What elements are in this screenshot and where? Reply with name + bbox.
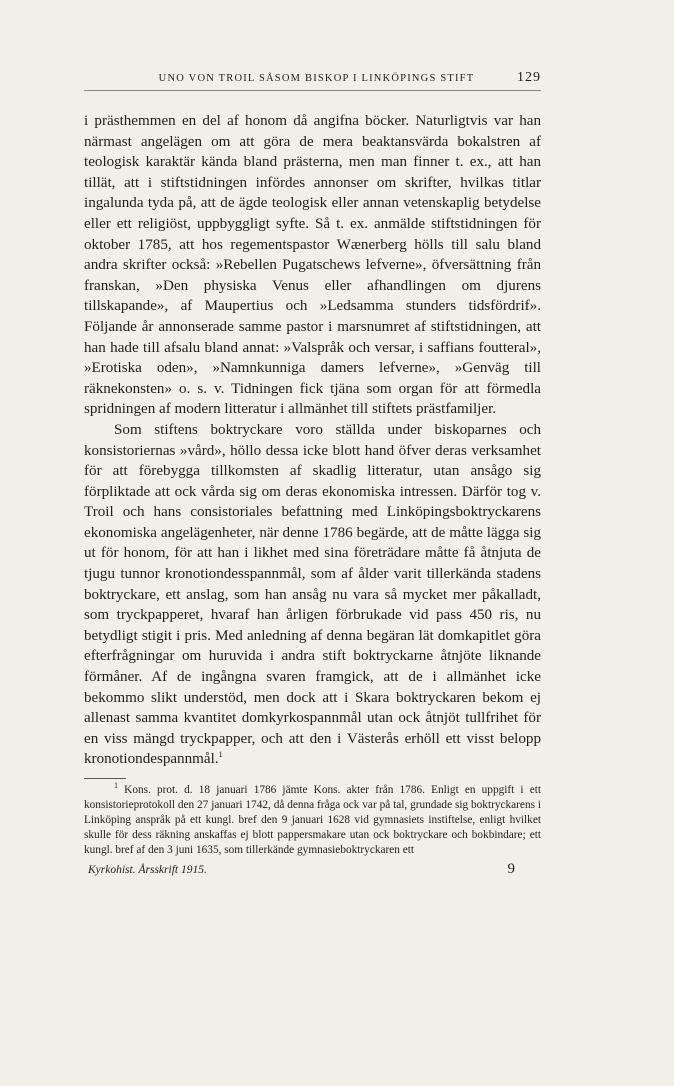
footnote-divider [84,778,126,779]
sheet-number: 9 [507,861,515,878]
page-number: 129 [517,70,541,85]
page-footer [84,861,541,878]
paragraph: i prästhemmen en del af honom då angifna böcker. Naturligtvis var han närmast angelägen om att göra de mera beaktansvärda bokalstren af teologisk karaktär kända bland prästerna, men man finner t. ex., att han tillät, att i stiftstidningen infördes annonser om skrifter, hvilkas titlar ingalunda tyda på, att de ägde teologisk eller annan vetenskaplig betydelse eller ett religiöst, uppbyggligt syfte. Så t. ex. anmälde stiftstidningen för oktober 1785, att hos regementspastor Wænerberg hölls till salu bland andra skrifter också: »Rebellen Pugatschews lefverne», öfversättning från franskan, »Den physiska Venus eller afhandlingen om djurens tillskapande», af Maupertius och »Ledsamma stunders tidsfördrif». Följande år annonserade samme pastor i marsnumret af stiftstidningen, att han hade till afsalu bland annat: »Valspråk och versar, i saffians foutteral», »Erotiska oden», »Namnkunniga damers lefverne», »Genväg till räknekonsten» o. s. v. Tidningen fick tjäna som organ för att förmedla spridningen af modern litteratur i allmänhet till stiftets prästfamiljer. [84,113,541,418]
footnote-reference[interactable]: 1 [218,750,223,760]
main-text [84,111,541,770]
footnote-text [84,783,541,858]
footnote [84,783,541,858]
paragraph-text: Som stiftens boktryckare voro ställda under biskoparnes och konsistoriernas »vård», höllo dessa icke blott hand öfver deras verksamhet för att förebygga tillkomsten af skadlig litteratur, utan ansågo sig förpliktade att ock vårda sig om deras ekonomiska intressen. Därför tog v. Troil och hans consistoriales befattning med Linköpingsboktryckarens ekonomiska angelägenheter, när denne 1786 begärde, att de måtte lägga sig ut för honom, för att han i likhet med sina företrädare måtte få åtnjuta de tjugu tunnor kronotiondesspannmål, som af ålder varit tillerkända stadens boktryckare, ett anslag, som han ansåg nu vara så mycket mer påkalladt, som tryckpapperet, hvaraf han årligen förbrukade vid pass 450 ris, nu betydligt stigit i pris. Med anledning af denna begäran lät domkapitlet göra efterfrågningar om huruvida i andra stift boktryckarne åtnjöte liknande förmåner. Af de ingångna svaren framgick, att de i allmänhet icke bekommo slikt understöd, men dock att i Skara boktryckaren bekom ej allenast samma kvantitet domkyrkospannmål utan ock åtnjöt tullfrihet för en viss mängd tryckpapper, och att den i Västerås erhöll ett visst belopp kronotiondespannmål. [84,421,541,768]
paragraph [84,420,541,770]
running-header [84,70,541,91]
printer-signature: Kyrkohist. Årsskrift 1915. [88,864,207,877]
book-page [84,70,541,878]
footnote-marker: 1 [114,781,118,791]
footnote-body: Kons. prot. d. 18 januari 1786 jämte Kons. akter från 1786. Enligt en uppgift i ett konsistorieprotokoll den 27 januari 1742, då denna fråga ock var på tal, grundade sig boktryckarens i Linköping anspråk på ett kungl. bref den 9 januari 1628 vid gymnasiets instiftelse, enligt hvilket skulle för dess räkning anskaffas ej blott pappersmakare utan ock boktryckare och bokbindare; ett kungl. bref af den 3 juni 1635, som tillerkände gymnasieboktryckaren ett [84,784,542,857]
running-title: UNO VON TROIL SÅSOM BISKOP I LINKÖPINGS STIFT [158,73,475,84]
